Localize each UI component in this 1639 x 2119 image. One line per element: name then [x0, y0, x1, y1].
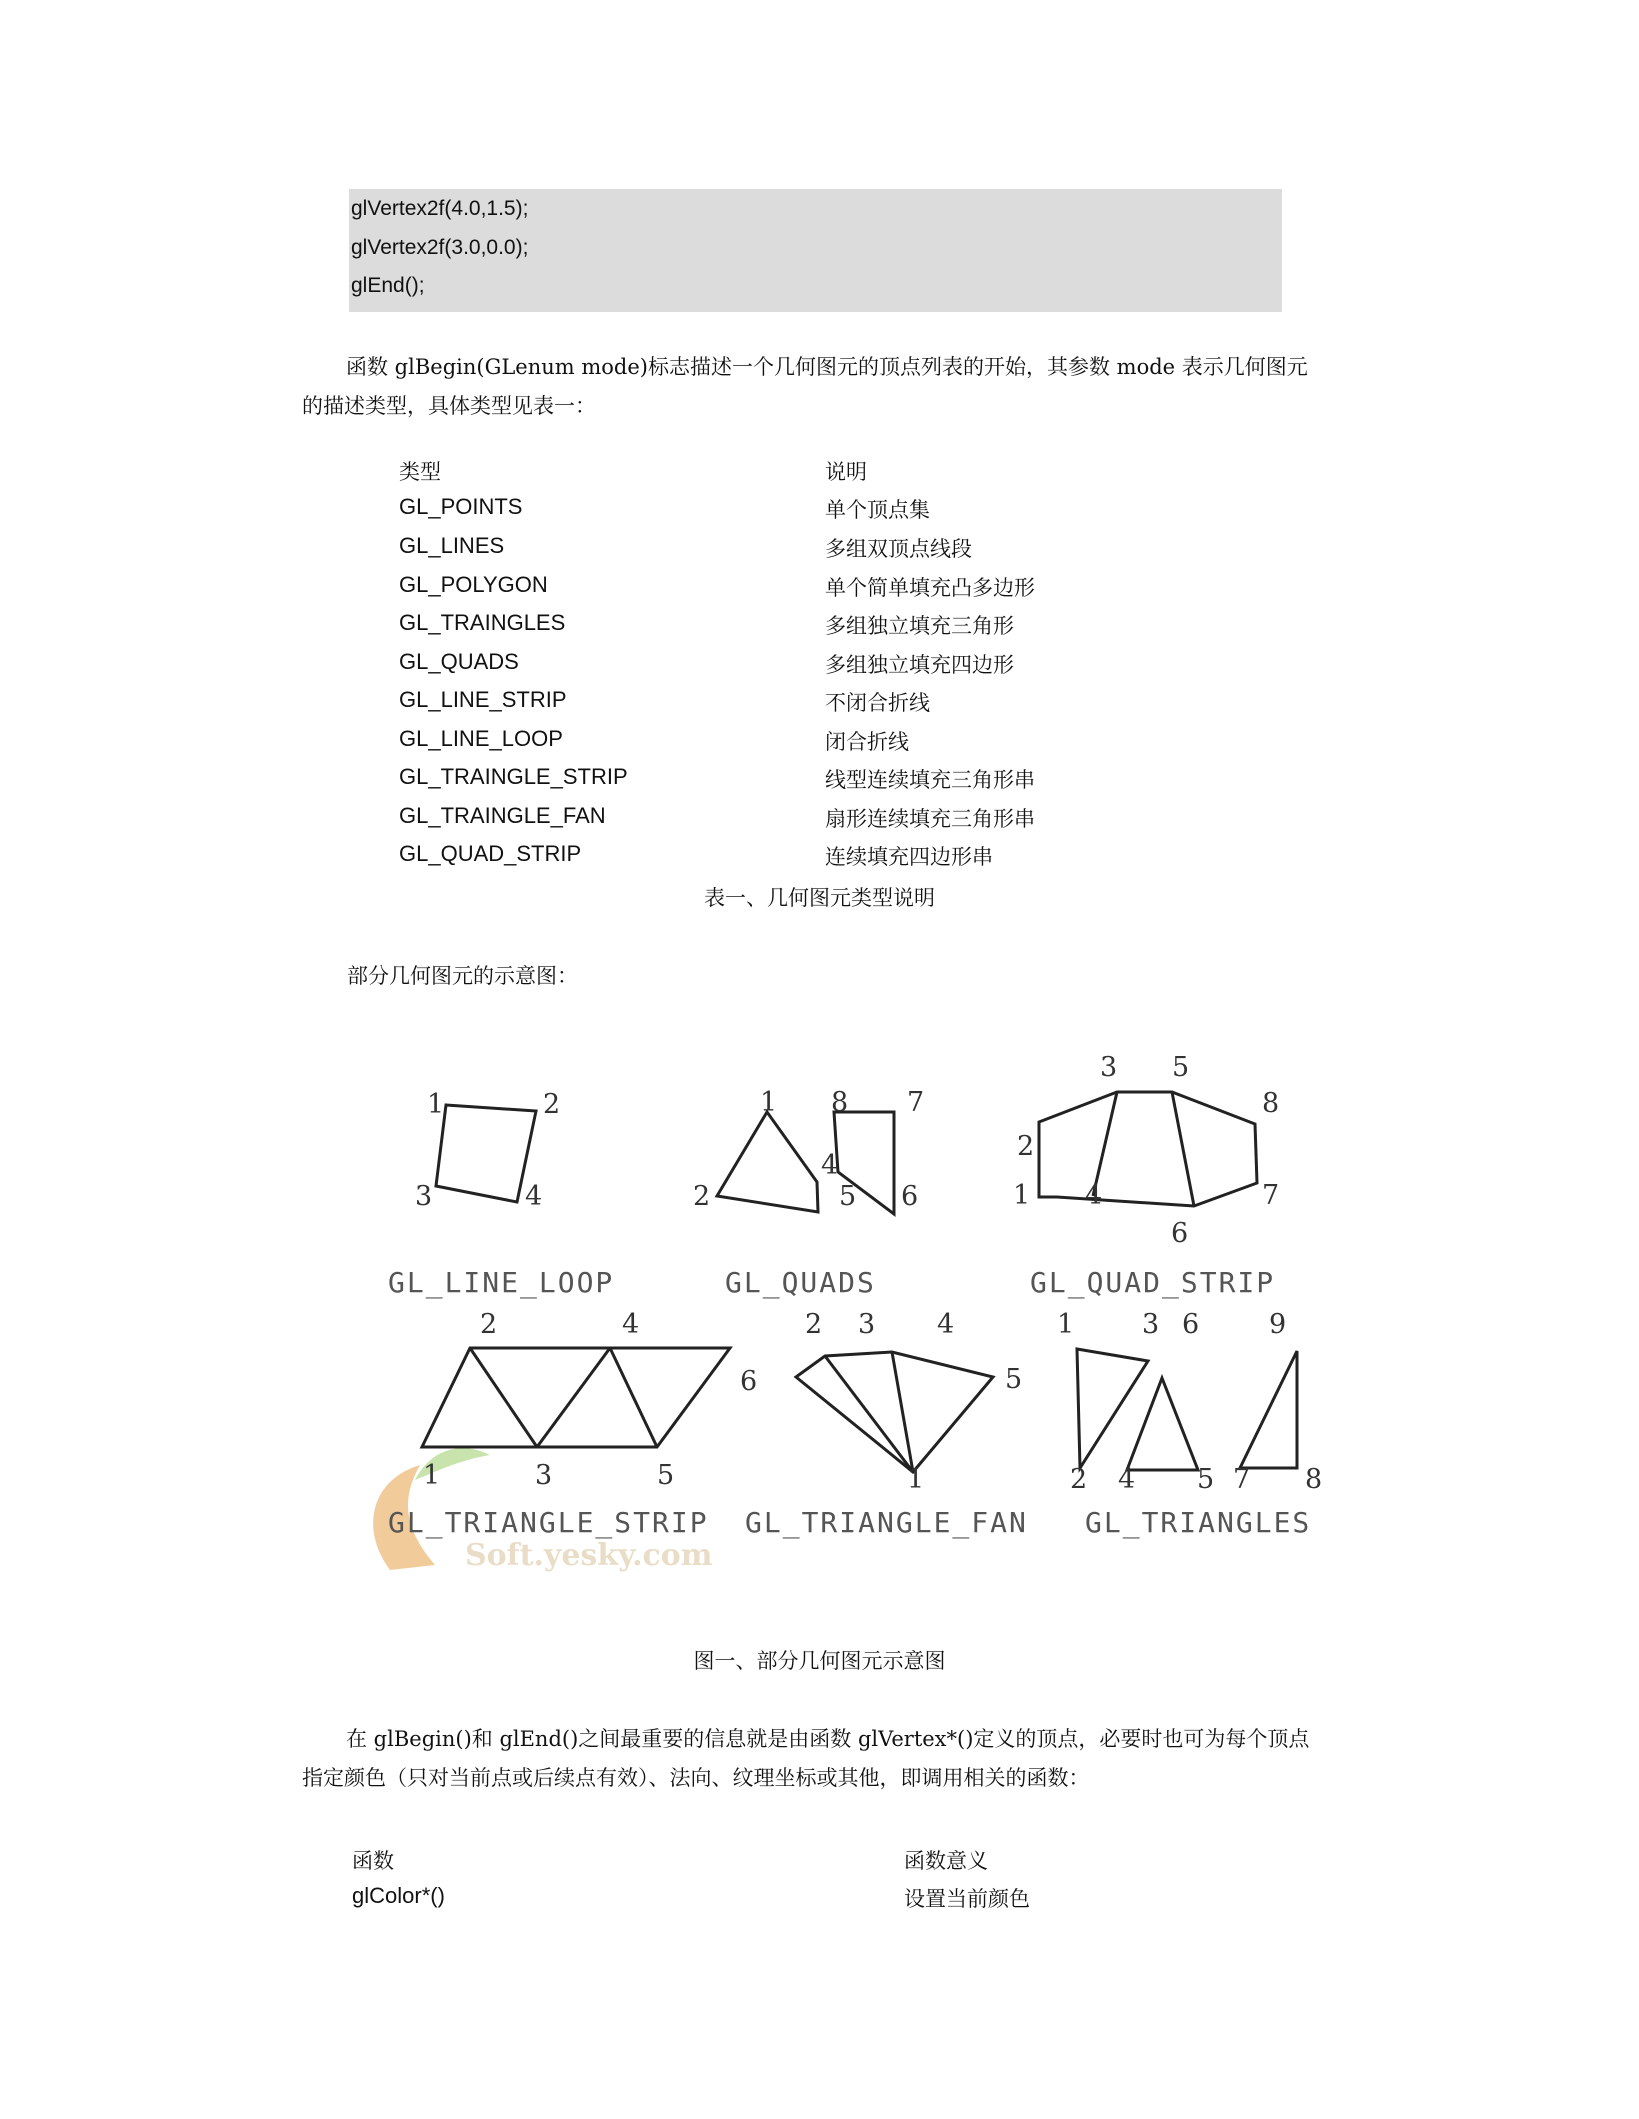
type-name: GL_LINE_STRIP — [399, 687, 567, 712]
type-description: 扇形连续填充三角形串 — [825, 807, 1035, 831]
table-row — [399, 764, 1199, 800]
svg-text:5: 5 — [1172, 1052, 1190, 1083]
table-caption: 表一、几何图元类型说明 — [704, 886, 935, 910]
table-row — [399, 533, 1199, 569]
type-name: GL_LINES — [399, 533, 505, 558]
svg-text:3: 3 — [1100, 1052, 1118, 1083]
label-triangles: GL_TRIANGLES — [1085, 1506, 1312, 1539]
watermark-text: Soft.yesky.com — [465, 1538, 713, 1573]
type-description: 单个顶点集 — [825, 498, 930, 522]
svg-text:7: 7 — [1233, 1464, 1251, 1495]
svg-text:3: 3 — [535, 1460, 553, 1491]
type-description: 闭合折线 — [825, 730, 909, 754]
svg-text:1: 1 — [423, 1460, 441, 1491]
label-quads: GL_QUADS — [725, 1266, 876, 1299]
label-quad-strip: GL_QUAD_STRIP — [1030, 1266, 1276, 1299]
table-row — [399, 841, 1199, 877]
type-description: 多组独立填充四边形 — [825, 653, 1014, 677]
svg-text:2: 2 — [543, 1089, 561, 1120]
svg-text:6: 6 — [740, 1366, 758, 1397]
svg-text:4: 4 — [937, 1309, 955, 1340]
code-block — [349, 189, 1282, 312]
line-loop-shape — [436, 1105, 536, 1202]
type-description: 连续填充四边形串 — [825, 845, 993, 869]
triangle-shape-3 — [1240, 1351, 1297, 1468]
svg-text:1: 1 — [1057, 1309, 1075, 1340]
function-meaning: 设置当前颜色 — [904, 1887, 1030, 1911]
svg-text:2: 2 — [1070, 1464, 1088, 1495]
type-name: GL_POINTS — [399, 494, 523, 519]
svg-text:2: 2 — [805, 1309, 823, 1340]
triangle-fan-edge — [892, 1352, 913, 1472]
svg-text:5: 5 — [1005, 1364, 1023, 1395]
type-name: GL_POLYGON — [399, 572, 548, 597]
triangle-strip-outline — [422, 1348, 730, 1447]
svg-text:4: 4 — [622, 1309, 640, 1340]
table-row — [399, 803, 1199, 839]
svg-text:8: 8 — [1305, 1464, 1323, 1495]
svg-text:3: 3 — [1142, 1309, 1160, 1340]
paragraph-line: 指定颜色（只对当前点或后续点有效）、法向、纹理坐标或其他，即调用相关的函数： — [302, 1766, 1090, 1790]
table-header-row — [352, 1845, 1152, 1881]
svg-text:2: 2 — [480, 1309, 498, 1340]
table-row — [399, 494, 1199, 530]
triangle-strip-edge — [470, 1348, 537, 1447]
svg-text:6: 6 — [1182, 1309, 1200, 1340]
svg-text:8: 8 — [1262, 1088, 1280, 1119]
table-row — [352, 1883, 1152, 1919]
svg-text:7: 7 — [1262, 1180, 1280, 1211]
header-type: 类型 — [399, 460, 441, 484]
paragraph-glbegin — [302, 348, 1332, 426]
type-description: 线型连续填充三角形串 — [825, 768, 1035, 792]
code-line: glEnd(); — [351, 274, 425, 297]
svg-text:3: 3 — [415, 1181, 433, 1212]
quad-strip-edge — [1172, 1092, 1194, 1206]
code-line: glVertex2f(4.0,1.5); — [351, 197, 529, 220]
quad-shape-1 — [717, 1112, 818, 1212]
type-description: 多组双顶点线段 — [825, 537, 972, 561]
svg-text:5: 5 — [839, 1181, 857, 1212]
svg-text:6: 6 — [901, 1181, 919, 1212]
type-description: 单个简单填充凸多边形 — [825, 576, 1035, 600]
svg-text:2: 2 — [1017, 1131, 1035, 1162]
svg-text:7: 7 — [907, 1087, 925, 1118]
triangle-strip-edge — [537, 1348, 610, 1447]
header-function: 函数 — [352, 1849, 394, 1873]
svg-text:1: 1 — [760, 1087, 778, 1118]
triangle-strip-edge — [610, 1348, 657, 1447]
function-name: glColor*() — [352, 1883, 445, 1908]
table-header-row — [399, 456, 1199, 492]
quad-strip-outline — [1039, 1092, 1257, 1206]
figure-caption: 图一、部分几何图元示意图 — [693, 1649, 946, 1673]
code-line: glVertex2f(3.0,0.0); — [351, 236, 529, 259]
svg-text:4: 4 — [821, 1150, 839, 1181]
svg-text:2: 2 — [693, 1181, 711, 1212]
svg-text:1: 1 — [1013, 1180, 1031, 1211]
type-name: GL_LINE_LOOP — [399, 726, 563, 751]
header-meaning: 函数意义 — [904, 1849, 988, 1873]
table-row — [399, 649, 1199, 685]
triangle-fan-edge — [825, 1356, 913, 1472]
table-row — [399, 687, 1199, 723]
type-name: GL_QUAD_STRIP — [399, 841, 582, 866]
type-name: GL_TRAINGLE_FAN — [399, 803, 606, 828]
table-row — [399, 610, 1199, 646]
paragraph-line: 的描述类型，具体类型见表一： — [302, 394, 596, 418]
svg-text:3: 3 — [858, 1309, 876, 1340]
svg-text:4: 4 — [1085, 1180, 1103, 1211]
paragraph-line: 在 glBegin()和 glEnd()之间最重要的信息就是由函数 glVertex*()定义的顶点，必要时也可为每个顶点 — [346, 1727, 1310, 1751]
svg-text:1: 1 — [907, 1464, 925, 1495]
svg-text:6: 6 — [1171, 1218, 1189, 1249]
type-name: GL_TRAINGLE_STRIP — [399, 764, 628, 789]
triangle-shape-1 — [1077, 1349, 1148, 1468]
type-description: 多组独立填充三角形 — [825, 614, 1014, 638]
table-row — [399, 572, 1199, 608]
svg-text:4: 4 — [525, 1181, 543, 1212]
svg-text:8: 8 — [831, 1087, 849, 1118]
type-description: 不闭合折线 — [825, 691, 930, 715]
figure-intro: 部分几何图元的示意图： — [347, 964, 578, 988]
svg-text:5: 5 — [657, 1460, 675, 1491]
svg-text:9: 9 — [1269, 1309, 1287, 1340]
triangle-shape-2 — [1127, 1378, 1198, 1470]
header-description: 说明 — [825, 460, 867, 484]
paragraph-line: 函数 glBegin(GLenum mode)标志描述一个几何图元的顶点列表的开始，其参数 mode 表示几何图元 — [346, 355, 1308, 379]
svg-text:5: 5 — [1197, 1464, 1215, 1495]
type-name: GL_QUADS — [399, 649, 519, 674]
label-line-loop: GL_LINE_LOOP — [388, 1266, 615, 1299]
svg-text:4: 4 — [1118, 1464, 1136, 1495]
label-triangle-fan: GL_TRIANGLE_FAN — [745, 1506, 1028, 1539]
paragraph-glvertex — [302, 1720, 1332, 1798]
label-triangle-strip: GL_TRIANGLE_STRIP — [388, 1506, 709, 1539]
type-name: GL_TRAINGLES — [399, 610, 566, 635]
primitive-diagram — [360, 1010, 1340, 1610]
table-row — [399, 726, 1199, 762]
svg-text:1: 1 — [427, 1089, 445, 1120]
